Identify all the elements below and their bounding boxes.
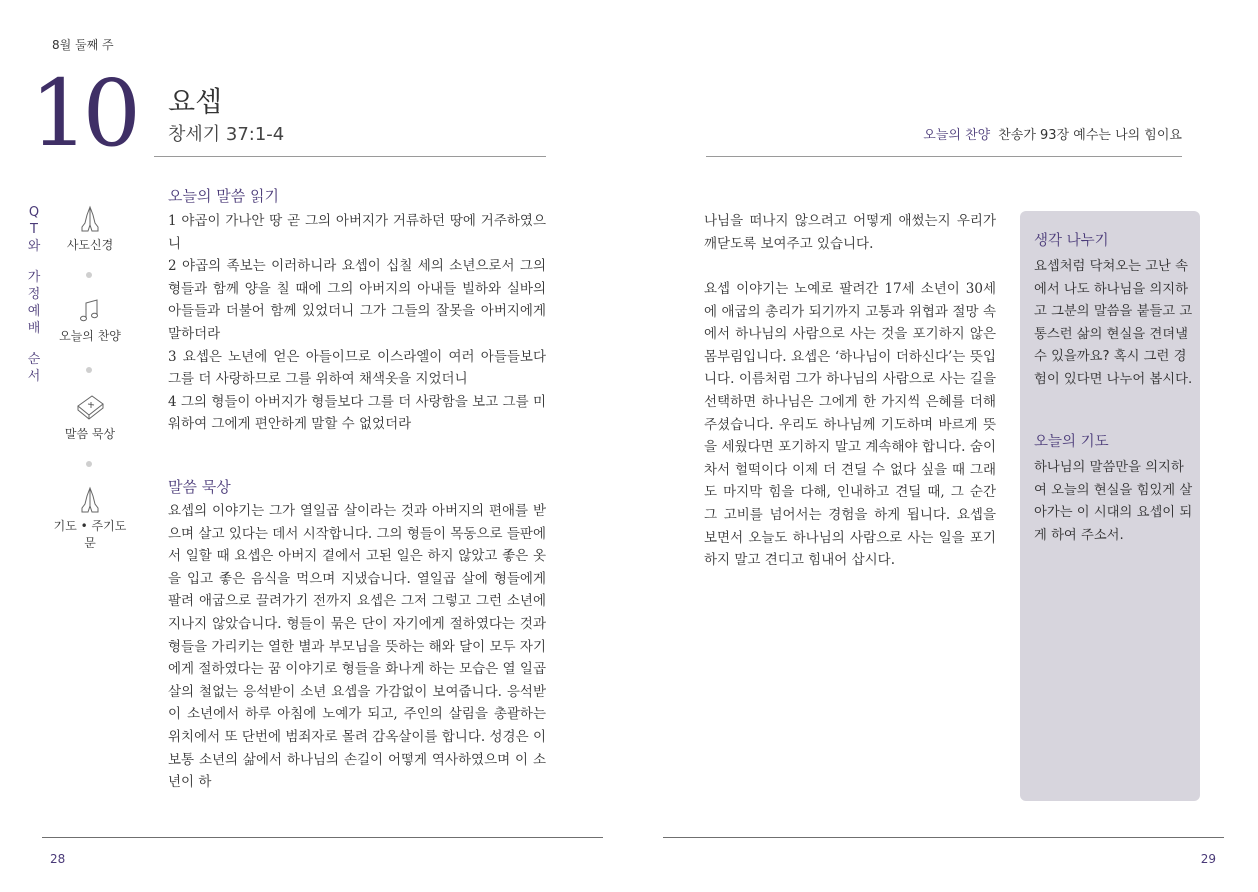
vertical-char: T: [30, 222, 38, 237]
vertical-char: 정: [27, 287, 41, 302]
share-thoughts-title: 생각 나누기: [1034, 233, 1109, 249]
vertical-char: 배: [27, 321, 41, 336]
bible-icon: [74, 392, 106, 422]
step-apostles-creed: [48, 205, 132, 253]
reading-verses: [168, 210, 546, 436]
step-label: 사도신경: [66, 238, 114, 252]
todays-prayer-title: 오늘의 기도: [1034, 434, 1109, 450]
divider: [154, 156, 546, 157]
scripture-reference: 창세기 37:1-4: [168, 124, 285, 145]
praying-hands-icon: [75, 205, 105, 233]
divider: [663, 837, 1224, 838]
step-separator-dot: [86, 367, 92, 373]
step-separator-dot: [86, 461, 92, 467]
divider: [706, 156, 1182, 157]
step-hymn: [48, 298, 132, 344]
reading-section-title: 오늘의 말씀 읽기: [168, 187, 279, 205]
verse: 4 그의 형들이 아버지가 형들보다 그를 더 사랑함을 보고 그를 미워하여 그에게 편안하게 말할 수 없었더라: [168, 393, 546, 433]
page-number-left: 28: [50, 852, 66, 866]
vertical-char: 순: [27, 352, 41, 367]
vertical-char: 가: [27, 270, 41, 285]
step-label: 말씀 묵상: [64, 427, 116, 441]
week-label: 8월 둘째 주: [52, 38, 114, 52]
step-label: 오늘의 찬양: [59, 329, 121, 343]
step-separator-dot: [86, 272, 92, 278]
page-title: 요셉: [168, 85, 223, 118]
meditation-section-title: 말씀 묵상: [168, 478, 231, 496]
meditation-body-right-1: 나님을 떠나지 않으려고 어떻게 애썼는지 우리가 깨닫도록 보여주고 있습니다.: [704, 213, 996, 252]
day-number: 10: [30, 60, 136, 167]
hymn-text: 찬송가 93장 예수는 나의 힘이요: [998, 128, 1182, 143]
music-note-icon: [75, 298, 105, 324]
divider: [42, 837, 603, 838]
verse: 3 요셉은 노년에 얻은 아들이므로 이스라엘이 여러 아들들보다 그를 더 사랑하므로 그를 위하여 채색옷을 지었더니: [168, 348, 546, 388]
verse: 1 야곱이 가나안 땅 곧 그의 아버지가 거류하던 땅에 거주하였으니: [168, 213, 546, 252]
todays-prayer-body: 하나님의 말씀만을 의지하여 오늘의 현실을 힘있게 살아가는 이 시대의 요셉이 되게 하여 주소서.: [1034, 460, 1193, 543]
step-label: 기도 • 주기도문: [53, 519, 127, 550]
vertical-char: 예: [27, 304, 41, 319]
step-prayer: [48, 486, 132, 551]
side-vertical-label: [26, 204, 42, 385]
share-thoughts-body: 요셉처럼 닥쳐오는 고난 속에서 나도 하나님을 의지하고 그분의 말씀을 붙들고 고통스런 삶의 현실을 견뎌낼 수 있을까요? 혹시 그런 경험이 있다면 나누어 봅시다.: [1034, 259, 1193, 387]
meditation-body-left: 요셉의 이야기는 그가 열일곱 살이라는 것과 아버지의 편애를 받으며 살고 있다는 데서 시작합니다. 그의 형들이 목동으로 들판에서 일할 때 요셉은 아버지 곁에서 고된 일은 하지 않았고 좋은 옷을 입고 좋은 음식을 먹으며 지냈습니다. 열일곱 살에 형들에게 팔려 애굽으로 끌려가기 전까지 요셉은 그저 그렇고 그런 소년에 지나지 않았습니다. 형들이 묶은 단이 자기에게 절하였다는 것과 형들을 가리키는 열한 별과 부모님을 뜻하는 해와 달이 모두 자기에게 절하였다는 꿈 이야기로 형들을 화나게 하는 모습은 열 일곱살의 철없는 응석받이 소년 요셉을 가감없이 보여줍니다. 응석받이 소년에서 하루 아침에 노예가 되고, 주인의 살림을 총괄하는 위치에서 또 단번에 범죄자로 몰려 감옥살이를 합니다. 성경은 이 보통 소년의 삶에서 하나님의 손길이 어떻게 역사하였으며 이 소년이 하: [168, 503, 546, 791]
hymn-label: 오늘의 찬양: [923, 128, 991, 143]
vertical-char: 와: [27, 239, 41, 254]
vertical-char: 서: [27, 369, 41, 384]
meditation-body-right-2: 요셉 이야기는 노예로 팔려간 17세 소년이 30세에 애굽의 총리가 되기까지 고통과 위협과 절망 속에서 하나님의 사람으로 사는 것을 포기하지 않은 몸부림입니다. 요셉은 ‘하나님이 더하신다’는 뜻입니다. 이름처럼 그가 하나님의 사람으로 사는 길을 선택하면 하나님은 그에게 한 가지씩 은혜를 더해 주셨습니다. 우리도 하나님께 기도하며 바르게 뜻을 세웠다면 포기하지 말고 계속해야 합니다. 숨이 차서 헐떡이다 이제 더 견딜 수 없다 싶을 때 그래도 마지막 힘을 다해, 인내하고 견딜 때, 그 순간 그 고비를 넘어서는 경험을 하게 됩니다. 요셉을 보면서 오늘도 하나님의 사람으로 사는 일을 포기하지 말고 견디고 힘내어 삽시다.: [704, 281, 996, 569]
verse: 2 야곱의 족보는 이러하니라 요셉이 십칠 세의 소년으로서 그의 형들과 함께 양을 칠 때에 그의 아버지의 아내들 빌하와 실바의 아들들과 더불어 함께 있었더니 그가 그들의 잘못을 아버지에게 말하더라: [168, 258, 546, 342]
praying-hands-icon: [75, 486, 105, 514]
step-meditation: [48, 392, 132, 442]
vertical-char: Q: [28, 205, 40, 220]
page-number-right: 29: [1200, 852, 1216, 866]
todays-hymn: [923, 124, 1182, 143]
